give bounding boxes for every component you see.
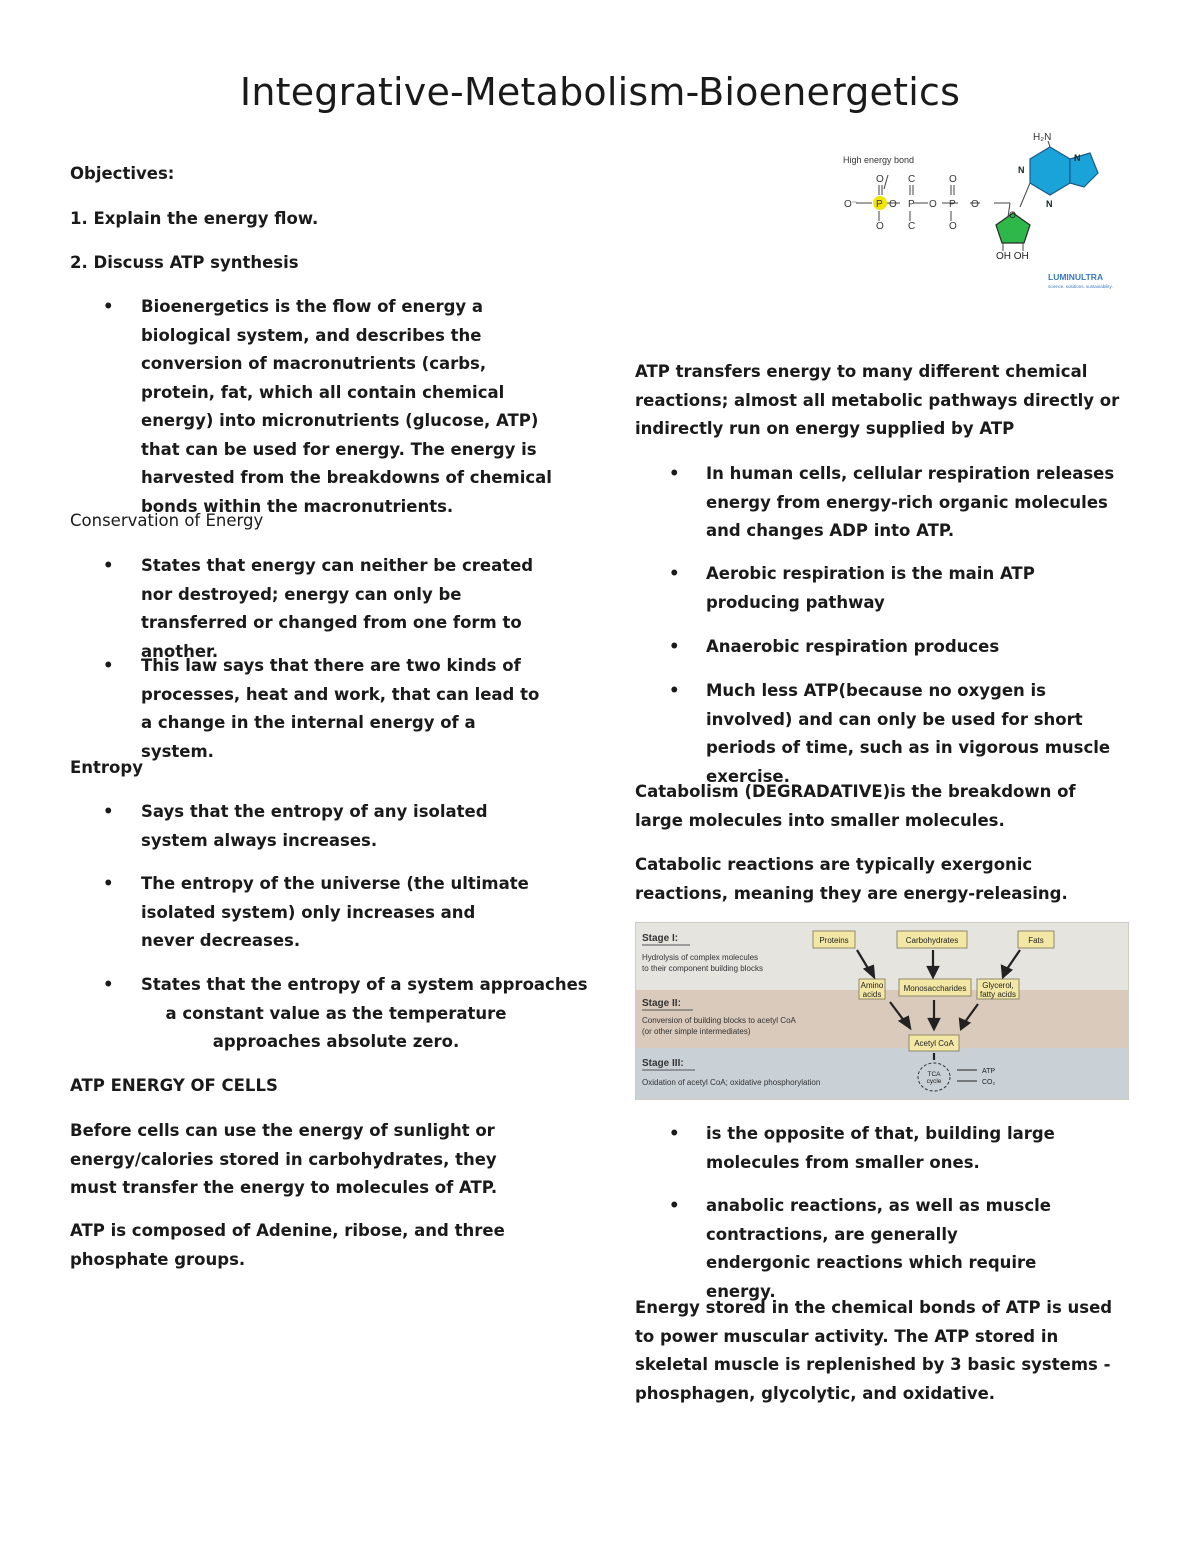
bullet-icon: • [103, 297, 114, 316]
svg-text:C: C [908, 174, 916, 185]
svg-text:O: O [929, 199, 937, 210]
fats-box: Fats [1028, 936, 1044, 945]
carbohydrates-box: Carbohydrates [905, 936, 959, 945]
catabolism-paragraph: Catabolism (DEGRADATIVE)is the breakdown of large molecules into smaller molecules. [635, 782, 1076, 830]
luminultra-tagline: science. solutions. sustainability. [1048, 284, 1113, 289]
bullet-icon: • [669, 1124, 680, 1143]
svg-text:Oxidation of acetyl CoA; oxida: Oxidation of acetyl CoA; oxidative phosphorylation [642, 1078, 821, 1087]
stage-2-label: Stage II: [642, 998, 681, 1009]
svg-text:Hydrolysis of complex molecule: Hydrolysis of complex molecules [642, 953, 759, 962]
h2n-label: H₂N [1033, 132, 1052, 143]
svg-text:O: O [949, 221, 957, 232]
high-energy-bond-label: High energy bond [843, 155, 915, 165]
svg-text:(or other simple intermediates: (or other simple intermediates) [642, 1027, 751, 1036]
acetyl-coa-box: Acetyl CoA [914, 1039, 954, 1048]
atp-paragraph-2: ATP is composed of Adenine, ribose, and three phosphate groups. [70, 1221, 505, 1269]
svg-text:P: P [949, 199, 956, 210]
svg-text:N: N [1018, 165, 1025, 175]
adenine-icon [1020, 147, 1098, 207]
bullet-icon: • [103, 802, 114, 821]
amino-acids-box: Amino [860, 981, 884, 990]
svg-text:Conversion of building blocks: Conversion of building blocks to acetyl CoA [642, 1016, 796, 1025]
svg-text:P: P [908, 199, 915, 210]
svg-text:P: P [876, 199, 883, 210]
stage-3-label: Stage III: [642, 1058, 684, 1069]
svg-text:O: O [949, 174, 957, 185]
bullet-icon: • [669, 1196, 680, 1215]
bullet-icon: • [669, 681, 680, 700]
svg-text:O: O [889, 199, 897, 210]
bullet-icon: • [103, 975, 114, 994]
svg-text:fatty acids: fatty acids [979, 990, 1017, 999]
stage-1-label: Stage I: [642, 933, 679, 944]
atp-structure-image [838, 125, 1120, 295]
bullet-icon: • [669, 637, 680, 656]
svg-text:TCA: TCA [927, 1071, 941, 1078]
svg-text:acids: acids [862, 990, 882, 999]
luminultra-logo: LUMINULTRA [1048, 272, 1104, 282]
svg-text:N: N [1074, 153, 1081, 163]
page-title: Integrative-Metabolism-Bioenergetics [239, 70, 961, 114]
objective-2: 2. Discuss ATP synthesis [70, 253, 299, 272]
glycerol-box: Glycerol, [982, 981, 1014, 990]
svg-text:O⁻: O⁻ [844, 199, 858, 210]
proteins-box: Proteins [819, 936, 849, 945]
svg-text:O: O [876, 221, 884, 232]
bullet-icon: • [103, 874, 114, 893]
svg-text:O: O [876, 174, 884, 185]
objective-1: 1. Explain the energy flow. [70, 209, 319, 228]
svg-text:O: O [971, 199, 979, 210]
bullet-icon: • [669, 564, 680, 583]
catabolic-paragraph: Catabolic reactions are typically exergonic reactions, meaning they are energy-releasing. [635, 855, 1068, 903]
metabolism-stages-image [635, 922, 1129, 1100]
bullet-icon: • [103, 556, 114, 575]
conservation-heading: Conservation of Energy [70, 511, 264, 530]
atp-heading: ATP ENERGY OF CELLS [70, 1076, 278, 1095]
oh-oh-label: OH OH [996, 251, 1029, 262]
svg-text:to their component building bl: to their component building blocks [642, 964, 763, 973]
bullet-icon: • [103, 656, 114, 675]
svg-text:N: N [1046, 199, 1053, 209]
bullet-icon: • [669, 464, 680, 483]
atp-paragraph-1: Before cells can use the energy of sunlight or energy/calories stored in carbohydrates, they must transfer the energy to molecules of ATP. [70, 1121, 498, 1197]
co2-output-label: CO₂ [982, 1079, 996, 1086]
svg-text:C: C [908, 221, 916, 232]
svg-text:O: O [1009, 210, 1017, 220]
svg-text:cycle: cycle [926, 1078, 942, 1085]
energy-stored-paragraph: Energy stored in the chemical bonds of ATP is used to power muscular activity. The ATP stored in skeletal muscle is replenished by 3 basic systems - phosphagen, glycolytic, and oxidative. [635, 1298, 1113, 1403]
objectives-heading: Objectives: [70, 164, 175, 183]
atp-transfers-paragraph: ATP transfers energy to many different chemical reactions; almost all metabolic pathways directly or indirectly run on energy supplied by ATP [635, 362, 1120, 438]
monosaccharides-box: Monosaccharides [903, 984, 967, 993]
atp-output-label: ATP [982, 1068, 996, 1075]
entropy-heading: Entropy [70, 758, 143, 777]
